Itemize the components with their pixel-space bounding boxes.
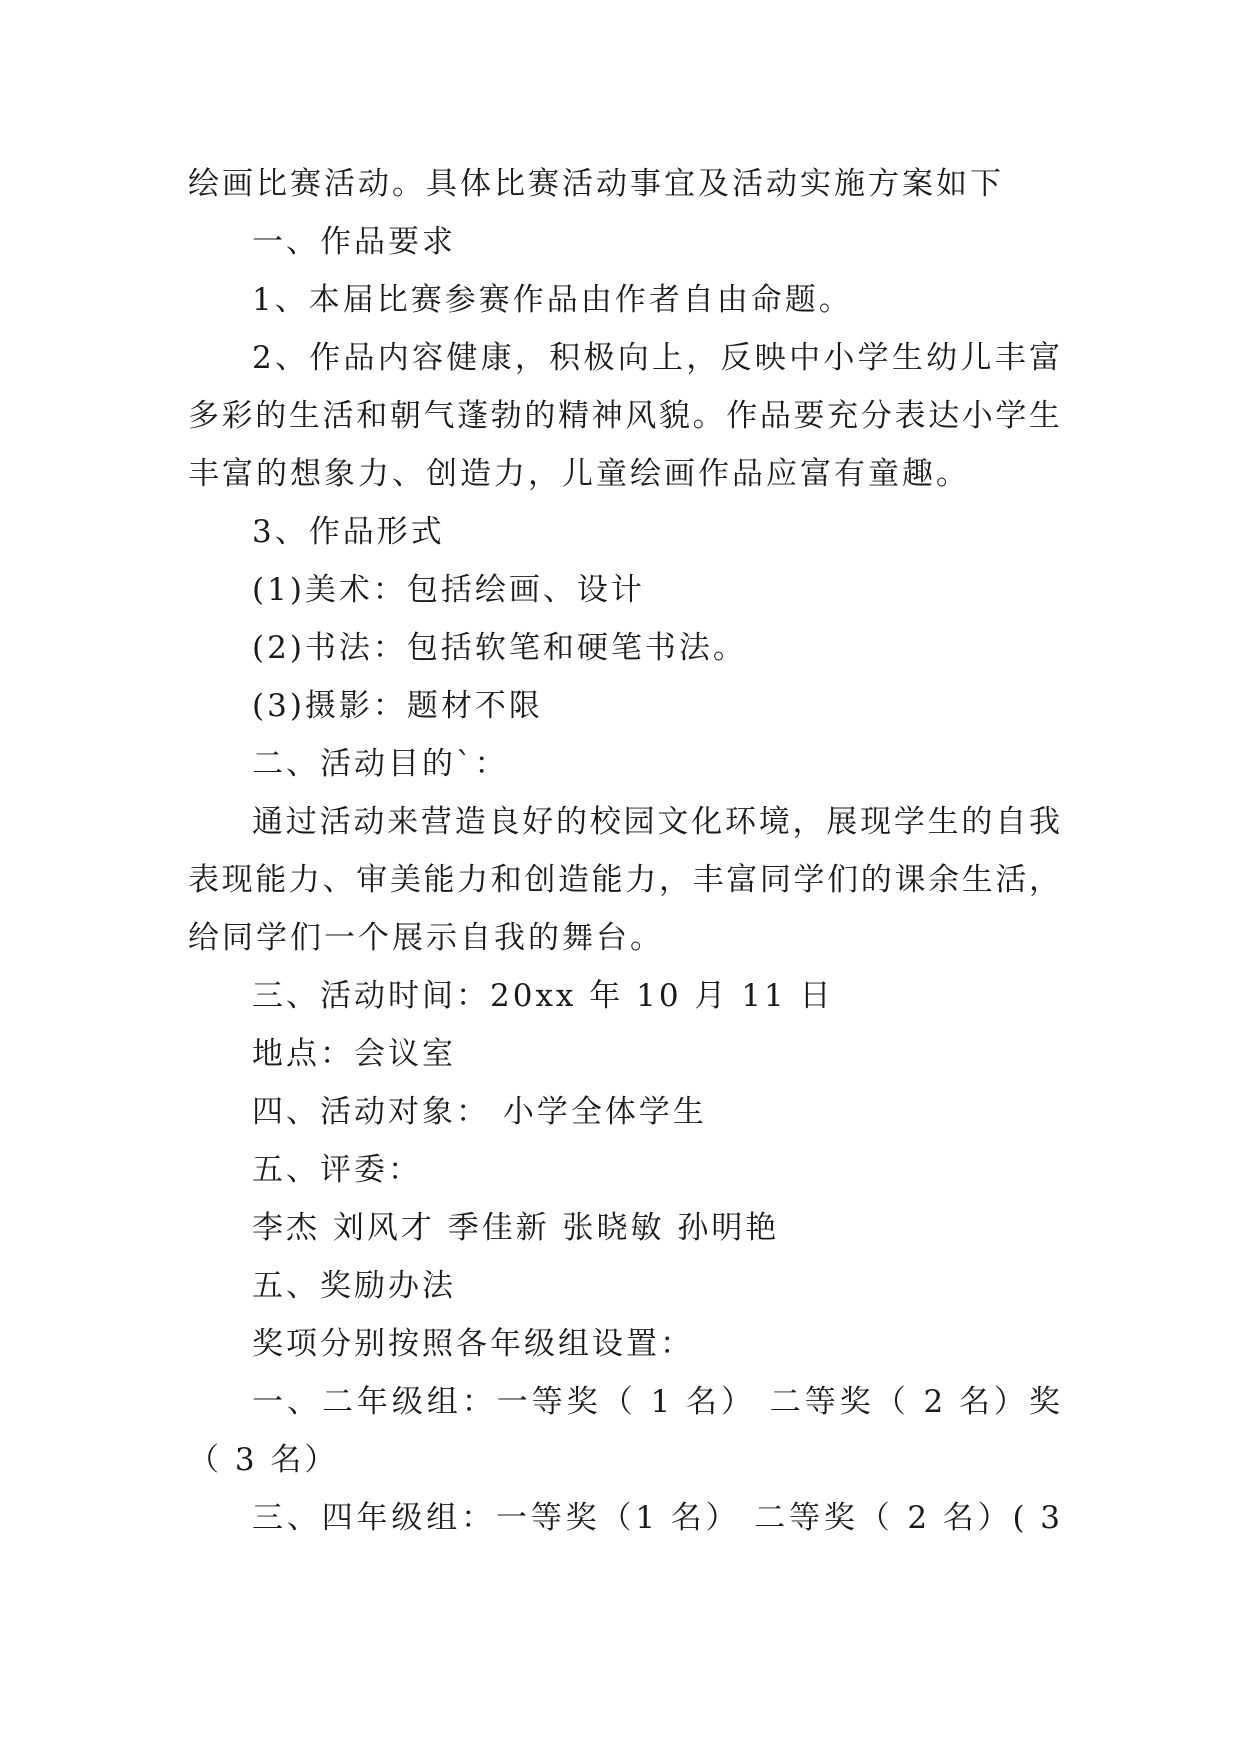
text-line: 绘画比赛活动。具体比赛活动事宜及活动实施方案如下 <box>188 166 1004 202</box>
section-heading: 四、活动对象： 小学全体学生 <box>252 1094 707 1130</box>
text-line: 奖项分别按照各年级组设置： <box>252 1326 694 1362</box>
section-heading: 五、奖励办法 <box>252 1268 456 1304</box>
section-heading: 三、活动时间：20xx 年 10 月 11 日 <box>252 978 834 1014</box>
text-line: 李杰 刘风才 季佳新 张晓敏 孙明艳 <box>252 1210 780 1246</box>
text-line: 多彩的生活和朝气蓬勃的精神风貌。作品要充分表达小学生 <box>188 398 1062 434</box>
text-line: 表现能力、审美能力和创造能力，丰富同学们的课余生活， <box>188 862 1062 898</box>
text-line: 丰富的想象力、创造力，儿童绘画作品应富有童趣。 <box>188 456 970 492</box>
text-line: 2、作品内容健康，积极向上，反映中小学生幼儿丰富 <box>252 340 1062 376</box>
text-line: （ 3 名） <box>188 1442 339 1478</box>
text-line: 一、二年级组：一等奖（ 1 名） 二等奖（ 2 名）奖 <box>252 1384 1062 1420</box>
section-heading: 五、评委： <box>252 1152 422 1188</box>
text-line: 三、四年级组：一等奖（1 名） 二等奖（ 2 名）( 3 <box>252 1500 1062 1536</box>
text-line: 通过活动来营造良好的校园文化环境，展现学生的自我 <box>252 804 1062 840</box>
text-line: 1、本届比赛参赛作品由作者自由命题。 <box>252 282 853 318</box>
text-line: 给同学们一个展示自我的舞台。 <box>188 920 664 956</box>
section-heading: 二、活动目的`： <box>252 746 509 782</box>
section-heading: 一、作品要求 <box>252 224 456 260</box>
text-line: (1)美术：包括绘画、设计 <box>252 572 645 608</box>
text-line: (3)摄影：题材不限 <box>252 688 543 724</box>
text-line: 地点：会议室 <box>252 1036 456 1072</box>
text-line: (2)书法：包括软笔和硬笔书法。 <box>252 630 747 666</box>
text-line: 3、作品形式 <box>252 514 445 550</box>
